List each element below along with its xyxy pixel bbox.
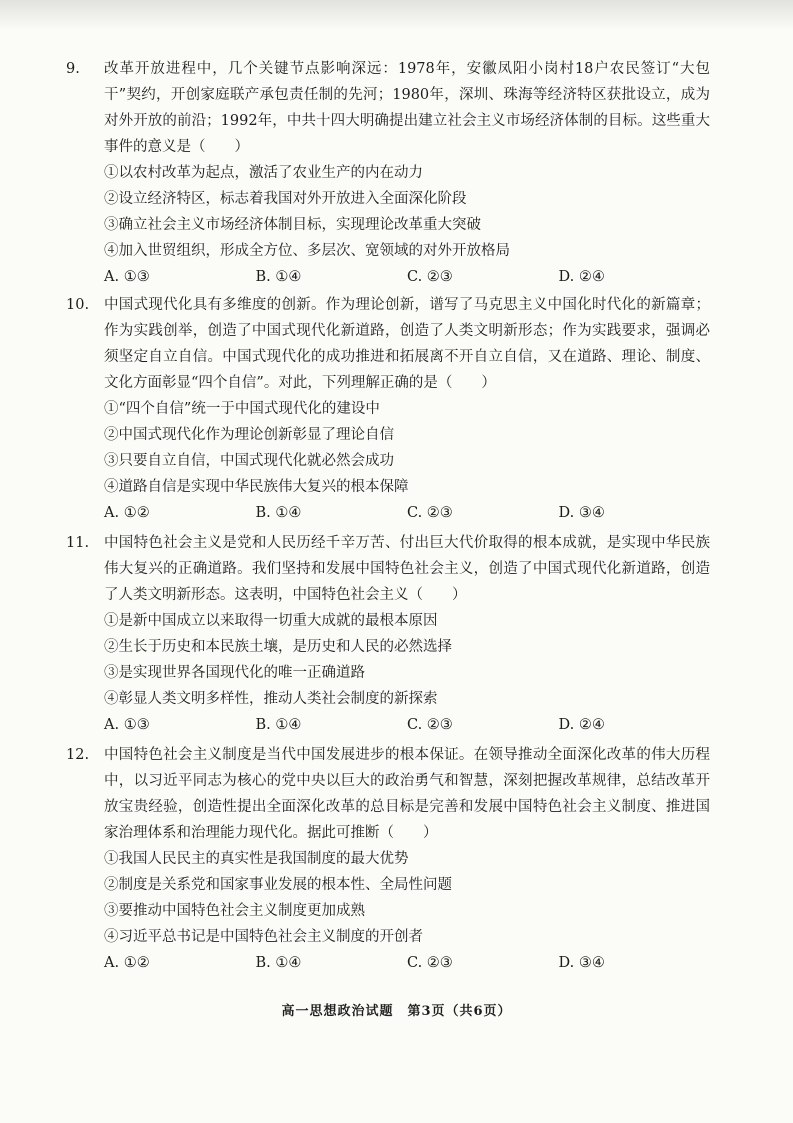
question-stem — [66, 56, 710, 160]
question-9 — [66, 56, 710, 290]
page-footer: 高一思想政治试题 第3页（共6页） — [281, 1004, 512, 1019]
question-12 — [66, 742, 710, 976]
exam-page — [66, 56, 710, 976]
choice-d: D. ③④ — [558, 955, 605, 971]
scan-edge-shadow — [0, 0, 793, 30]
question-stem — [66, 292, 710, 396]
choice-d: D. ③④ — [558, 505, 605, 521]
choice-b: B. ①④ — [255, 717, 302, 733]
statement-4: ④加入世贸组织，形成全方位、多层次、宽领域的对外开放格局 — [104, 243, 510, 259]
question-stem — [66, 530, 710, 608]
question-number: 9. — [66, 61, 80, 77]
question-11 — [66, 530, 710, 738]
statement-3: ③要推动中国特色社会主义制度更加成熟 — [104, 903, 365, 919]
question-text: 中国特色社会主义是党和人民历经千辛万苦、付出巨大代价取得的根本成就，是实现中华民族伟大复兴的正确道路。我们坚持和发展中国特色社会主义，创造了中国式现代化新道路，创造了人类文明新形态。这表明，中国特色社会主义（ ） — [104, 535, 710, 603]
statement-2: ②设立经济特区，标志着我国对外开放进入全面深化阶段 — [104, 191, 467, 207]
question-stem — [66, 742, 710, 846]
choice-c: C. ②③ — [407, 269, 453, 285]
question-text: 中国特色社会主义制度是当代中国发展进步的根本保证。在领导推动全面深化改革的伟大历程中，以习近平同志为核心的党中央以巨大的政治勇气和智慧，深刻把握改革规律，总结改革开放宝贵经验，创造性提出全面深化改革的总目标是完善和发展中国特色社会主义制度、推进国家治理体系和治理能力现代化。据此可推断（ ） — [104, 747, 710, 841]
question-text: 改革开放进程中，几个关键节点影响深远：1978年，安徽凤阳小岗村18户农民签订“大包干”契约，开创家庭联产承包责任制的先河；1980年，深圳、珠海等经济特区获批设立，成为对外开放的前沿；1992年，中共十四大明确提出建立社会主义市场经济体制的目标。这些重大事件的意义是（ ） — [104, 61, 710, 155]
question-number: 11. — [66, 535, 90, 551]
choice-b: B. ①④ — [255, 269, 302, 285]
statement-1: ①是新中国成立以来取得一切重大成就的最根本原因 — [104, 613, 438, 629]
answer-choices — [66, 264, 710, 290]
statement-2: ②制度是关系党和国家事业发展的根本性、全局性问题 — [104, 877, 452, 893]
choice-d: D. ②④ — [558, 717, 605, 733]
choice-a: A. ①③ — [104, 269, 150, 285]
statement-3: ③只要自立自信，中国式现代化就必然会成功 — [104, 453, 394, 469]
statement-4: ④习近平总书记是中国特色社会主义制度的开创者 — [104, 929, 423, 945]
statement-3: ③是实现世界各国现代化的唯一正确道路 — [104, 665, 365, 681]
statement-4: ④彰显人类文明多样性，推动人类社会制度的新探索 — [104, 691, 438, 707]
statement-1: ①“四个自信”统一于中国式现代化的建设中 — [104, 401, 380, 417]
choice-b: B. ①④ — [255, 505, 302, 521]
question-number: 10. — [66, 297, 90, 313]
statement-1: ①我国人民民主的真实性是我国制度的最大优势 — [104, 851, 409, 867]
choice-c: C. ②③ — [407, 955, 453, 971]
statement-3: ③确立社会主义市场经济体制目标，实现理论改革重大突破 — [104, 217, 481, 233]
statement-4: ④道路自信是实现中华民族伟大复兴的根本保障 — [104, 479, 409, 495]
choice-a: A. ①② — [104, 505, 150, 521]
question-number: 12. — [66, 747, 90, 763]
answer-choices — [66, 950, 710, 976]
question-text: 中国式现代化具有多维度的创新。作为理论创新，谱写了马克思主义中国化时代化的新篇章；作为实践创举，创造了中国式现代化新道路，创造了人类文明新形态；作为实践要求，强调必须坚定自立自信。中国式现代化的成功推进和拓展离不开自立自信，又在道路、理论、制度、文化方面彰显“四个自信”。对此，下列理解正确的是（ ） — [104, 297, 710, 391]
choice-a: A. ①② — [104, 955, 150, 971]
question-10 — [66, 292, 710, 526]
answer-choices — [66, 712, 710, 738]
choice-c: C. ②③ — [407, 717, 453, 733]
statement-2: ②生长于历史和本民族土壤，是历史和人民的必然选择 — [104, 639, 452, 655]
statement-2: ②中国式现代化作为理论创新彰显了理论自信 — [104, 427, 394, 443]
answer-choices — [66, 500, 710, 526]
statement-1: ①以农村改革为起点，激活了农业生产的内在动力 — [104, 165, 423, 181]
choice-a: A. ①③ — [104, 717, 150, 733]
choice-c: C. ②③ — [407, 505, 453, 521]
choice-d: D. ②④ — [558, 269, 605, 285]
choice-b: B. ①④ — [255, 955, 302, 971]
